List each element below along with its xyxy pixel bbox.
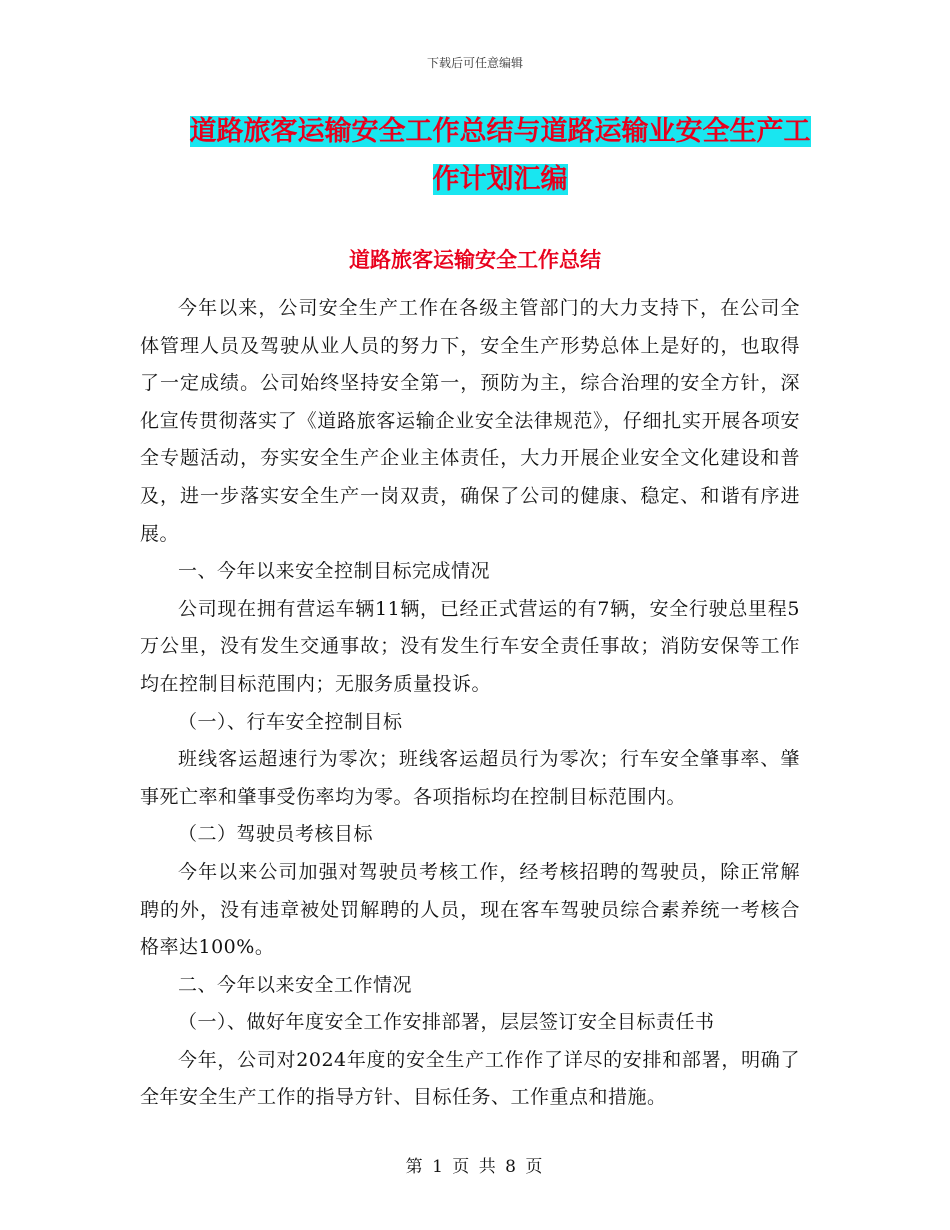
heading-safety-targets: 一、今年以来安全控制目标完成情况 [178,560,491,583]
header-note: 下载后可任意编辑 [426,56,523,70]
paragraph-driver-assessment: 今年以来公司加强对驾驶员考核工作，经考核招聘的驾驶员，除正常解聘的外，没有违章被处罚解聘的人员，现在客车驾驶员综合素养统一考核合格率达100%。 [140,860,800,959]
paragraph-vehicles: 公司现在拥有营运车辆11辆，已经正式营运的有7辆，安全行驶总里程5万公里，没有发生交通事故；没有发生行车安全责任事故；消防安保等工作均在控制目标范围内；无服务质量投诉。 [140,597,800,695]
document-title-line-1: 道路旅客运输安全工作总结与道路运输业安全生产工 [189,116,811,147]
heading-driving-targets: （一）、行车安全控制目标 [178,710,403,733]
heading-driver-assessment: （二）驾驶员考核目标 [178,823,374,846]
heading-annual-plan: （一）、做好年度安全工作安排部署，层层签订安全目标责任书 [178,1011,715,1034]
document-body [140,290,800,1117]
section-title: 道路旅客运输安全工作总结 [349,248,601,272]
page-number: 第 1 页 共 8 页 [405,1157,545,1177]
document-title [150,108,850,204]
paragraph-annual-plan: 今年，公司对2024年度的安全生产工作作了详尽的安排和部署，明确了全年安全生产工作的指导方针、目标任务、工作重点和措施。 [140,1048,800,1109]
document-title-line-2: 作计划汇编 [432,164,568,195]
heading-safety-work: 二、今年以来安全工作情况 [178,973,413,996]
paragraph-intro: 今年以来，公司安全生产工作在各级主管部门的大力支持下，在公司全体管理人员及驾驶从业人员的努力下，安全生产形势总体上是好的，也取得了一定成绩。公司始终坚持安全第一，预防为主，综合治理的安全方针，深化宣传贯彻落实了《道路旅客运输企业安全法律规范》，仔细扎实开展各项安全专题活动，夯实安全生产企业主体责任，大力开展企业安全文化建设和普及，进一步落实安全生产一岗双责，确保了公司的健康、稳定、和谐有序进展。 [140,297,800,545]
paragraph-driving-targets: 班线客运超速行为零次；班线客运超员行为零次；行车安全肇事率、肇事死亡率和肇事受伤率均为零。各项指标均在控制目标范围内。 [140,748,800,808]
